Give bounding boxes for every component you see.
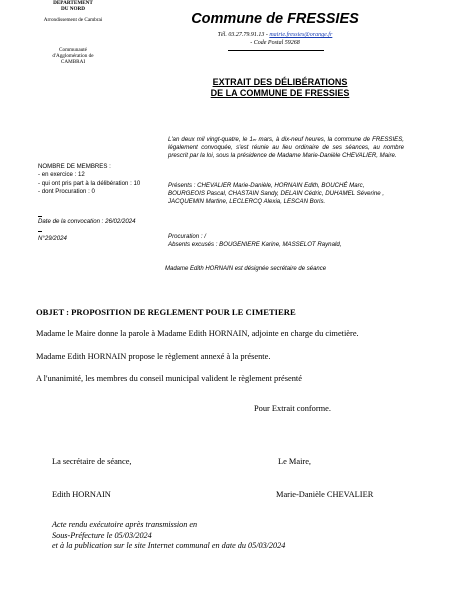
agglomeration-label	[38, 47, 108, 65]
members-block	[38, 163, 140, 196]
secretary-note: Madame Edith HORNAIN est désignée secrétaire de séance	[165, 266, 327, 272]
pour-extrait-conforme: Pour Extrait conforme.	[254, 404, 331, 413]
members-title: NOMBRE DE MEMBRES :	[38, 163, 111, 170]
convocation-date: Date de la convocation : 26/02/2024	[38, 218, 136, 225]
number-rule	[38, 231, 42, 232]
executoire-line-3: et à la publication sur le site Internet communal en date du 05/03/2024	[52, 541, 286, 550]
agglo-line-3: CAMBRAI	[60, 59, 86, 65]
departement-line-1: DEPARTEMENT	[53, 0, 93, 6]
convocation-rule	[38, 216, 42, 217]
telephone: Tél. 03.27.79.91.13 -	[217, 32, 268, 38]
intro-superscript: er	[252, 137, 257, 142]
mayor-label: Le Maire,	[278, 457, 312, 466]
departement-line-2: DU NORD	[60, 6, 86, 12]
body-line-3: A l'unanimité, les membres du conseil municipal valident le règlement présenté	[36, 374, 302, 383]
members-procuration: - dont Procuration : 0	[38, 187, 95, 195]
absents-line: Absents excusés : BOUGENIERE Karine, MASSELOT Raynald,	[168, 241, 342, 248]
executoire-line-2: Sous-Préfecture le 05/03/2024	[52, 530, 152, 540]
extrait-line-1: EXTRAIT DES DÉLIBÉRATIONS	[212, 77, 348, 87]
agglo-line-2: d'Agglomération de	[52, 53, 94, 59]
secretary-name: Edith HORNAIN	[52, 490, 111, 499]
contact-line-1	[190, 31, 360, 39]
procuration-line: Procuration : /	[168, 233, 206, 240]
intro-before: L'an deux mil vingt-quatre, le 1	[168, 136, 253, 143]
postal-code: - Code Postal 59268	[250, 40, 300, 46]
mayor-name: Marie-Danièle CHEVALIER	[276, 490, 374, 499]
body-line-2: Madame Edith HORNAIN propose le règlement annexé à la présente.	[36, 352, 271, 361]
procuration-block	[168, 233, 341, 249]
extrait-heading	[190, 77, 370, 99]
presents-list: Présents : CHEVALIER Marie-Danièle, HORNAIN Edith, BOUCHÉ Marc, BOURGEOIS Pascal, CHASTAIN Sandy, DELAIN Cédric, DUHAMEL Séverine , JACQUEMIN Martine, LECLERCQ Alexia, LESCAN Boris.	[168, 182, 385, 206]
extrait-line-2: DE LA COMMUNE DE FRESSIES	[210, 88, 350, 98]
departement-label	[38, 0, 108, 12]
agglo-line-1: Communauté	[59, 47, 87, 53]
intro-paragraph	[168, 136, 404, 161]
contact-block	[190, 31, 360, 47]
members-exercice: - en exercice : 12	[38, 171, 85, 179]
executoire-note	[52, 520, 285, 552]
objet-heading: OBJET : PROPOSITION DE REGLEMENT POUR LE CIMETIERE	[36, 307, 296, 317]
arrondissement-label: Arrondissement de Cambrai	[43, 17, 103, 23]
header-divider	[228, 50, 324, 51]
executoire-line-1: Acte rendu exécutoire après transmission en	[52, 520, 198, 529]
intro-after: mars, à dix-neuf heures, la commune de FRESSIES, légalement convoquée, s'est réunie au lieu ordinaire de ses séances, au nombre prescrit par la loi, sous la présidence de Madame Marie-Danièle CHEVALIER, Maire.	[168, 136, 404, 160]
body-line-1: Madame le Maire donne la parole à Madame Edith HORNAIN, adjointe en charge du cimetière.	[36, 329, 359, 338]
deliberation-number: N°29/2024	[38, 235, 67, 242]
email-link[interactable]: mairie.fressies@orange.fr	[269, 32, 333, 38]
commune-title: Commune de FRESSIES	[191, 11, 359, 27]
members-participated: - qui ont pris part à la délibération : 10	[38, 179, 141, 187]
secretary-label: La secrétaire de séance,	[52, 457, 132, 466]
